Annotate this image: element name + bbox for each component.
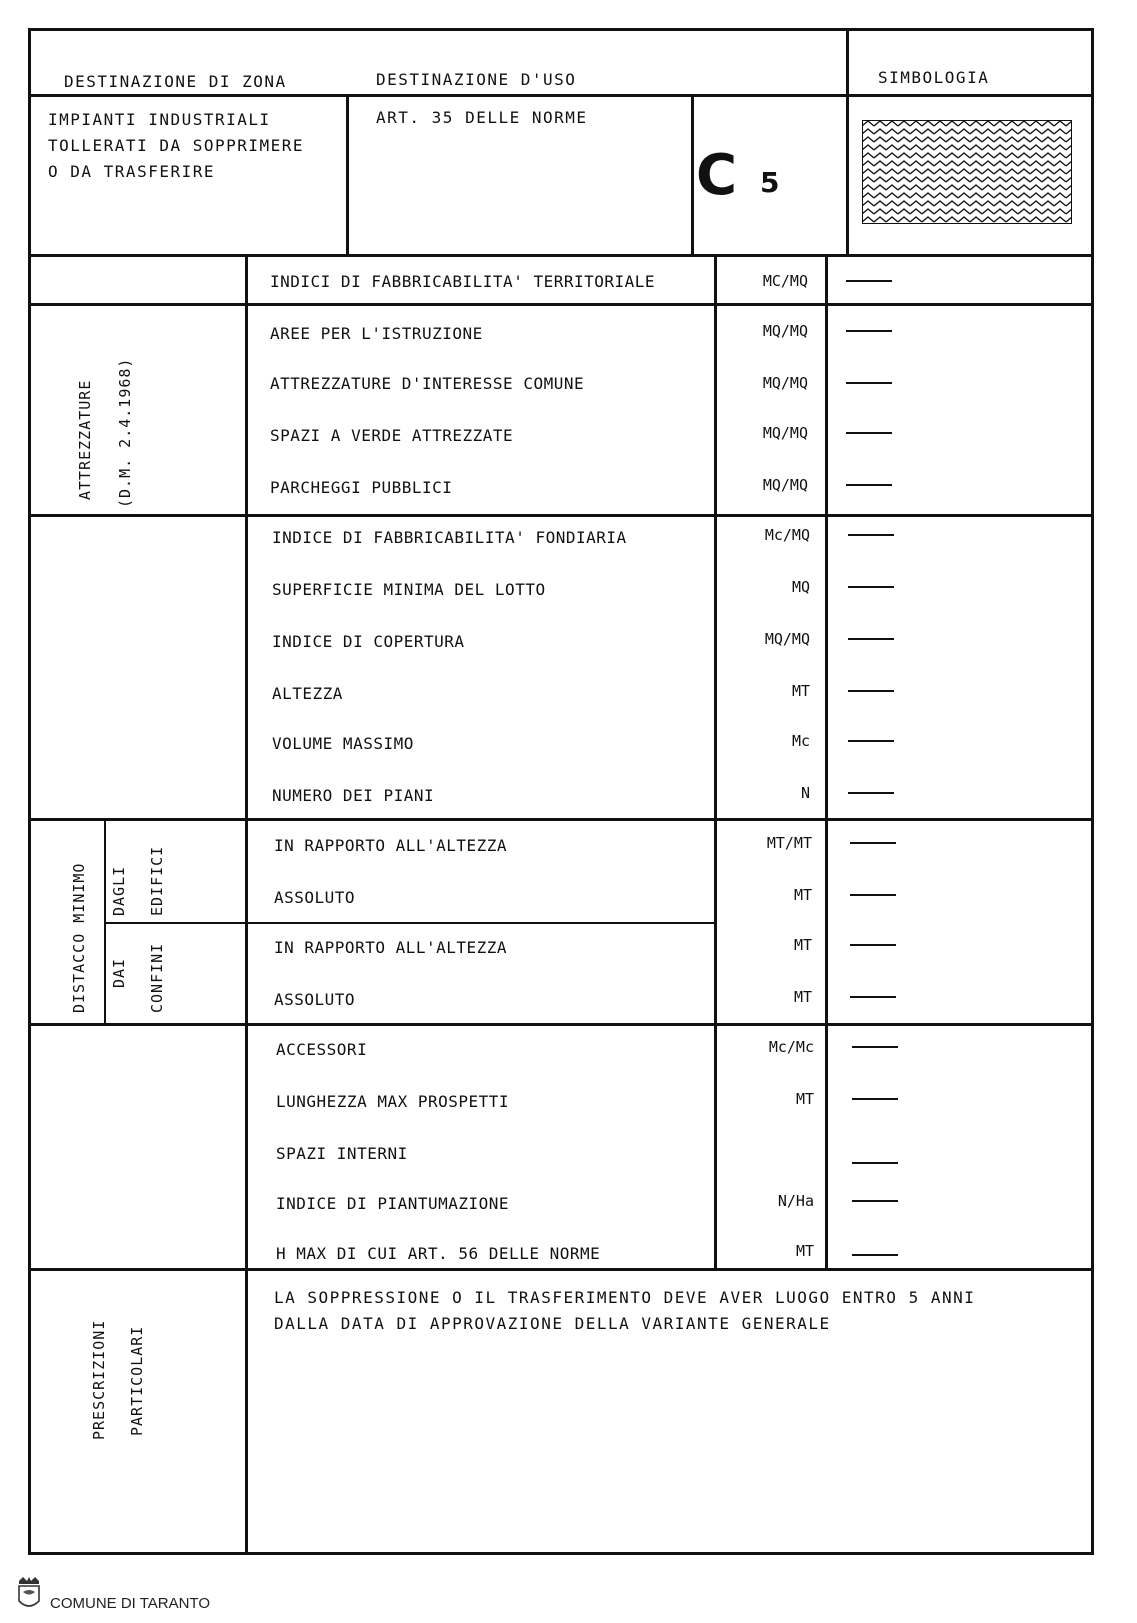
row-label: ALTEZZA	[272, 684, 343, 703]
frame-left	[28, 28, 31, 1555]
frame-right	[1091, 28, 1094, 1555]
header-destinazione-zona: DESTINAZIONE DI ZONA	[64, 72, 287, 91]
row-label: INDICE DI PIANTUMAZIONE	[276, 1194, 510, 1213]
row-unit: MT/MT	[766, 834, 812, 852]
row-value-dash	[850, 894, 896, 896]
row-unit: MQ	[791, 578, 810, 596]
zone-code-letter: C	[696, 143, 738, 208]
dai-label: DAI	[110, 957, 128, 988]
prescrizioni-text-line-1: LA SOPPRESSIONE O IL TRASFERIMENTO DEVE AVER LUOGO ENTRO 5 ANNI	[274, 1288, 976, 1307]
row-label: ASSOLUTO	[274, 990, 356, 1009]
row-value-dash	[848, 690, 894, 692]
row-value-dash	[850, 842, 896, 844]
frame-top	[28, 28, 1094, 31]
row-unit: MQ/MQ	[762, 476, 808, 494]
row-value-dash	[852, 1200, 898, 1202]
row-value-dash	[848, 792, 894, 794]
row-unit: MT	[795, 1242, 814, 1260]
row-unit: Mc/Mc	[768, 1038, 814, 1056]
row-unit: MQ/MQ	[762, 424, 808, 442]
row-label: INDICE DI COPERTURA	[272, 632, 465, 651]
particolari-label: PARTICOLARI	[128, 1325, 146, 1436]
edifici-label: EDIFICI	[148, 845, 166, 916]
row-unit: MQ/MQ	[764, 630, 810, 648]
row-value-dash	[846, 484, 892, 486]
row-unit: MT	[791, 682, 810, 700]
row-label: NUMERO DEI PIANI	[272, 786, 435, 805]
row-unit: MC/MQ	[762, 272, 808, 290]
row-label: IN RAPPORTO ALL'ALTEZZA	[274, 938, 508, 957]
row-label: ASSOLUTO	[274, 888, 356, 907]
row-label: LUNGHEZZA MAX PROSPETTI	[276, 1092, 510, 1111]
row-label: SUPERFICIE MINIMA DEL LOTTO	[272, 580, 546, 599]
confini-label: CONFINI	[148, 942, 166, 1013]
row-unit: MT	[795, 1090, 814, 1108]
frame-bottom	[28, 1552, 1094, 1555]
zigzag-hatch-symbol	[862, 120, 1072, 224]
row-value-dash	[846, 382, 892, 384]
row-value-dash	[850, 944, 896, 946]
row-label: AREE PER L'ISTRUZIONE	[270, 324, 483, 343]
row-value-dash	[846, 432, 892, 434]
row-label: ACCESSORI	[276, 1040, 368, 1059]
coat-of-arms-icon	[14, 1575, 44, 1613]
row-value-dash	[846, 280, 892, 282]
row-value-dash	[848, 638, 894, 640]
row-unit: Mc	[791, 732, 810, 750]
row-label: ATTREZZATURE D'INTERESSE COMUNE	[270, 374, 585, 393]
row-value-dash	[850, 996, 896, 998]
row-unit: MQ/MQ	[762, 322, 808, 340]
zone-description-line-1: IMPIANTI INDUSTRIALI	[48, 110, 271, 129]
row-unit: MT	[793, 886, 812, 904]
attrezzature-dm-label: (D.M. 2.4.1968)	[116, 357, 134, 508]
row-unit: Mc/MQ	[764, 526, 810, 544]
dagli-label: DAGLI	[110, 865, 128, 916]
zone-description-line-2: TOLLERATI DA SOPPRIMERE	[48, 136, 305, 155]
zone-code-number: 5	[760, 166, 780, 199]
row-value-dash	[846, 330, 892, 332]
zone-sheet	[28, 28, 1094, 1555]
row-unit: MQ/MQ	[762, 374, 808, 392]
row-label: VOLUME MASSIMO	[272, 734, 414, 753]
row-value-dash	[848, 740, 894, 742]
row-unit: N	[800, 784, 810, 802]
row-unit: MT	[793, 936, 812, 954]
distacco-minimo-label: DISTACCO MINIMO	[70, 862, 88, 1013]
row-value-dash	[852, 1162, 898, 1164]
prescrizioni-label: PRESCRIZIONI	[90, 1319, 108, 1440]
row-label: H MAX DI CUI ART. 56 DELLE NORME	[276, 1244, 601, 1263]
row-value-dash	[852, 1254, 898, 1256]
row-value-dash	[852, 1046, 898, 1048]
row-label: INDICI DI FABBRICABILITA' TERRITORIALE	[270, 272, 656, 291]
row-unit: N/Ha	[777, 1192, 814, 1210]
zone-article: ART. 35 DELLE NORME	[376, 108, 588, 127]
footer-comune: COMUNE DI TARANTO	[50, 1595, 211, 1612]
header-destinazione-uso: DESTINAZIONE D'USO	[376, 70, 577, 89]
row-label: PARCHEGGI PUBBLICI	[270, 478, 453, 497]
attrezzature-label: ATTREZZATURE	[76, 379, 94, 500]
row-label: SPAZI INTERNI	[276, 1144, 408, 1163]
row-value-dash	[848, 534, 894, 536]
zone-description-line-3: O DA TRASFERIRE	[48, 162, 215, 181]
row-label: SPAZI A VERDE ATTREZZATE	[270, 426, 514, 445]
row-label: IN RAPPORTO ALL'ALTEZZA	[274, 836, 508, 855]
row-value-dash	[852, 1098, 898, 1100]
header-simbologia: SIMBOLOGIA	[878, 68, 990, 87]
row-unit: MT	[793, 988, 812, 1006]
prescrizioni-text-line-2: DALLA DATA DI APPROVAZIONE DELLA VARIANTE GENERALE	[274, 1314, 831, 1333]
row-value-dash	[848, 586, 894, 588]
row-label: INDICE DI FABBRICABILITA' FONDIARIA	[272, 528, 627, 547]
